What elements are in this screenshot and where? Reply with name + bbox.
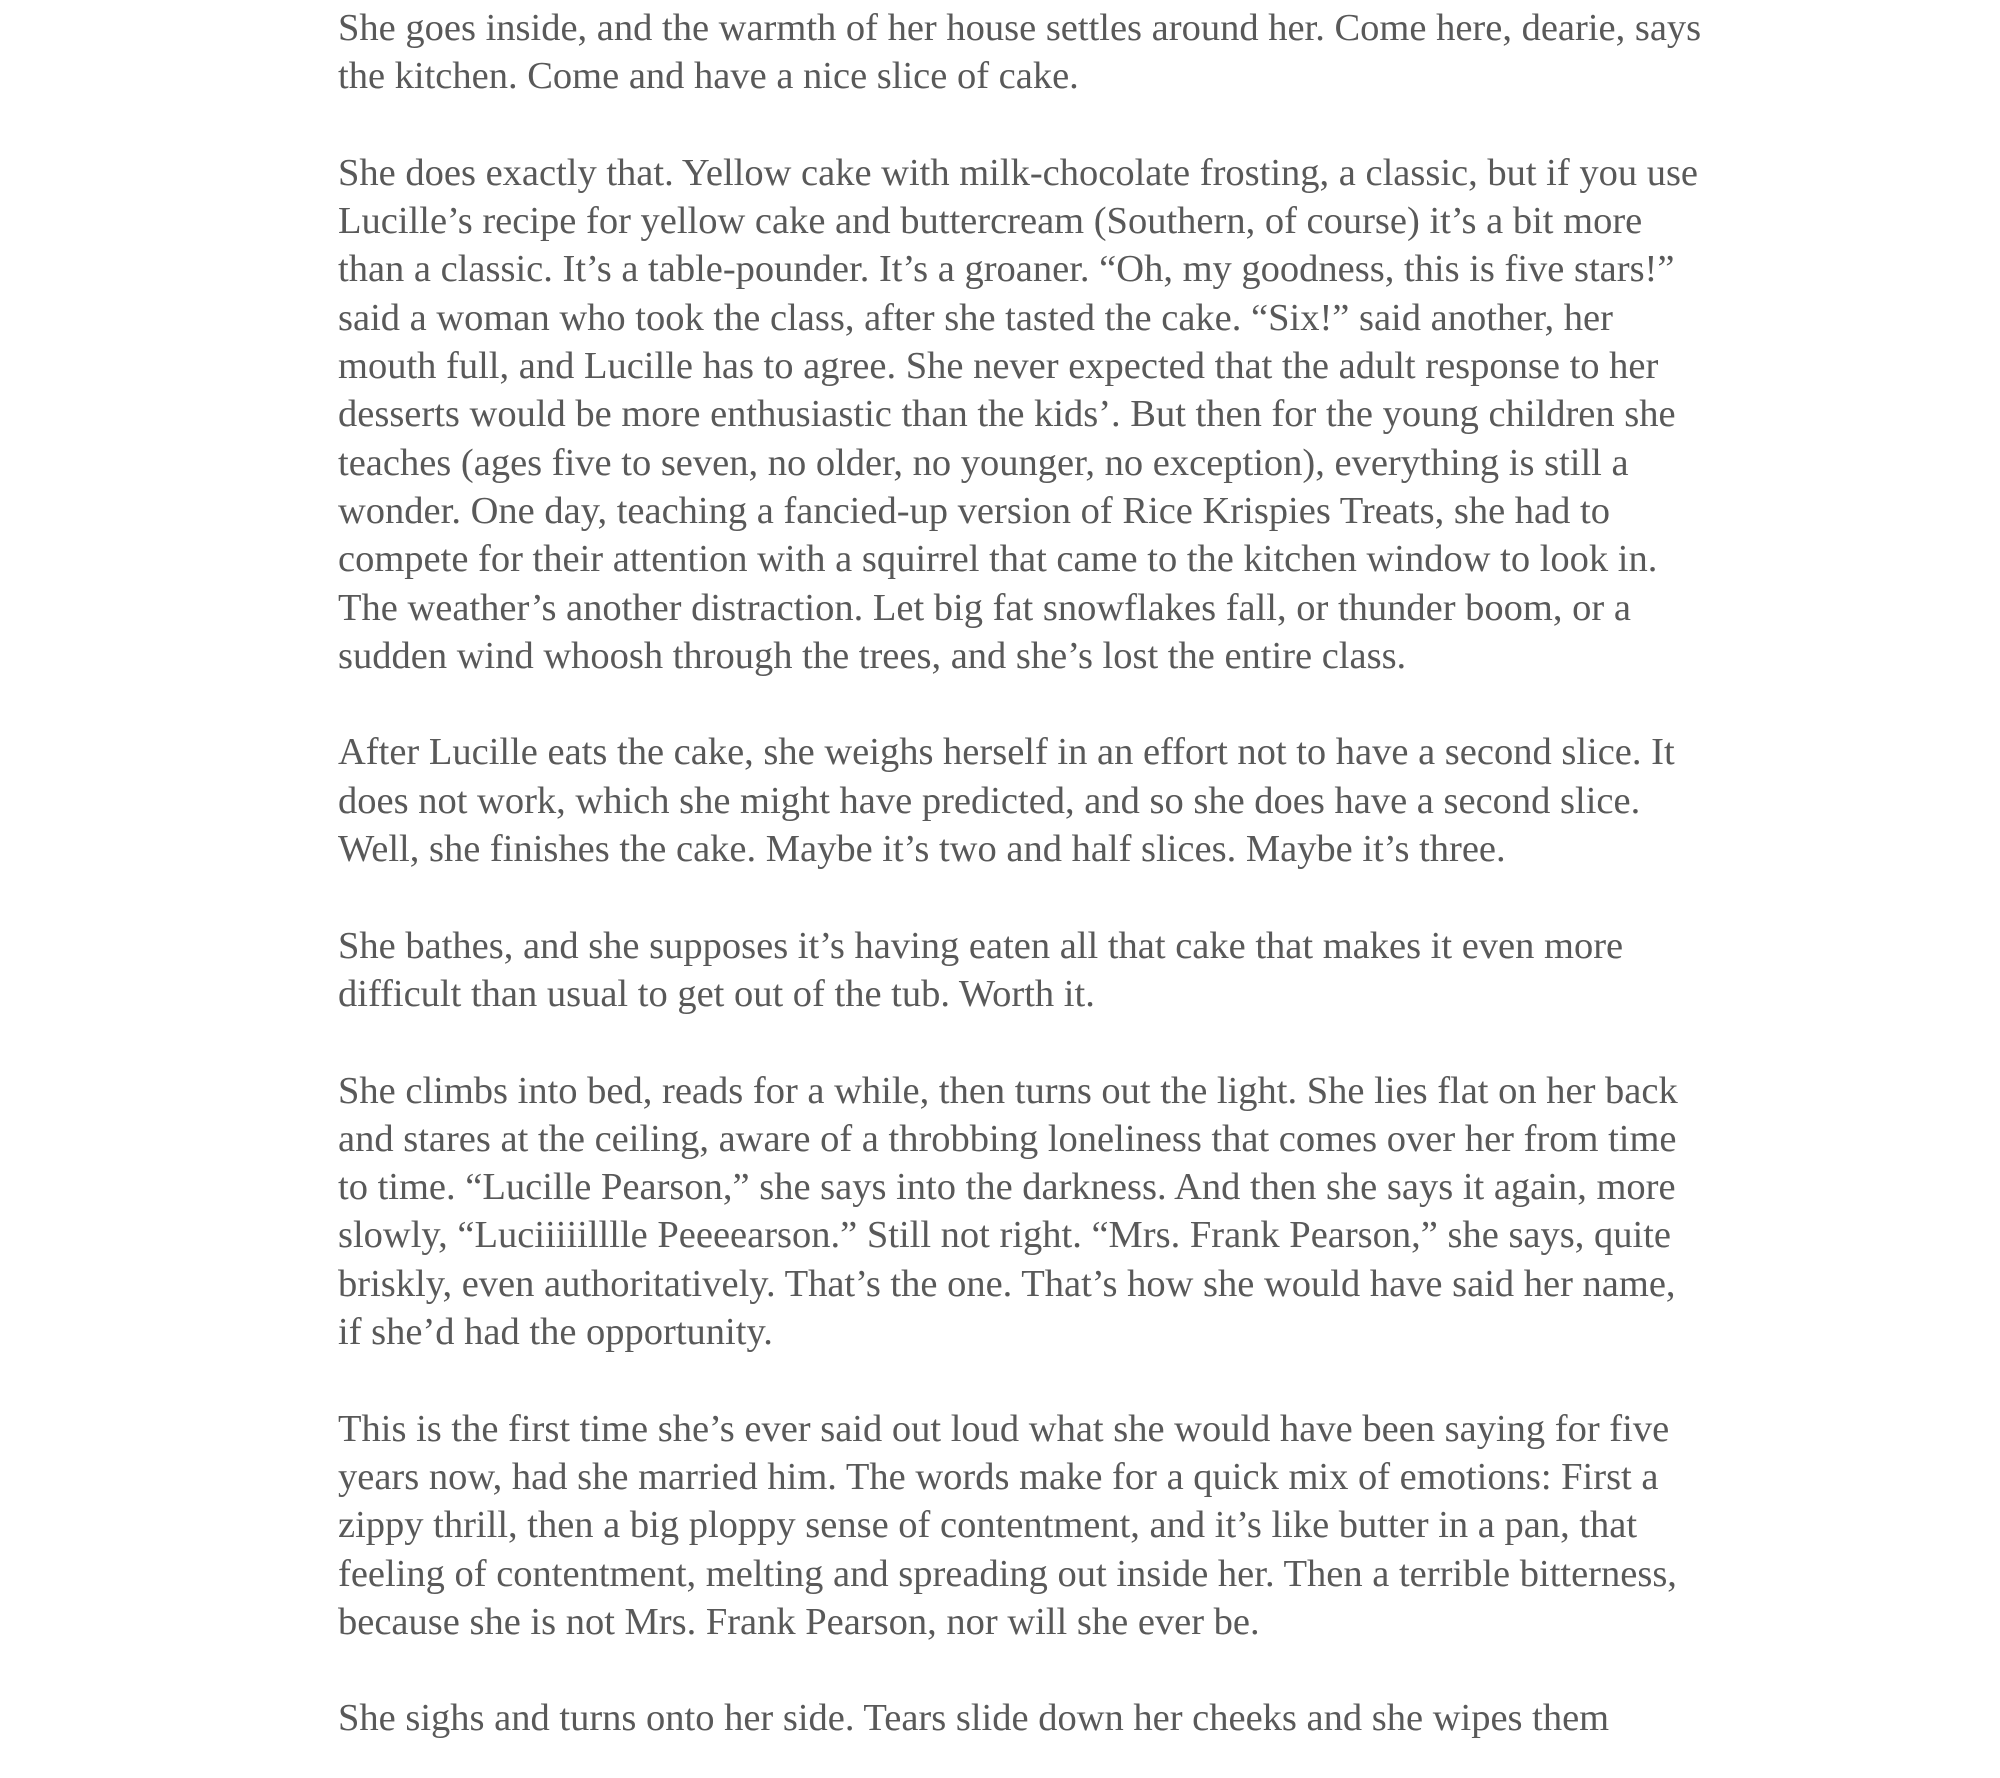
document-page [338, 0, 1708, 1778]
paragraph-7: She sighs and turns onto her side. Tears slide down her cheeks and she wipes them [338, 1697, 1610, 1740]
paragraph-1: She goes inside, and the warmth of her house settles around her. Come here, dearie, says the kitchen. Come and have a nice slice of cake. [338, 7, 1702, 98]
paragraph-5: She climbs into bed, reads for a while, then turns out the light. She lies flat on her back and stares at the ceiling, aware of a throbbing loneliness that comes over her from time to time. “Lucille Pearson,” she says into the darkness. And then she says it again, more slowly, “Luciiiiilllle Peeeearson.” Still not right. “Mrs. Frank Pearson,” she says, quite briskly, even authoritatively. That’s the one. That’s how she would have said her name, if she’d had the opportunity. [338, 1069, 1678, 1354]
paragraph-2: She does exactly that. Yellow cake with milk-chocolate frosting, a classic, but if you use Lucille’s recipe for yellow cake and buttercream (Southern, of course) it’s a bit more than a classic. It’s a table-pounder. It’s a groaner. “Oh, my goodness, this is five stars!” said a woman who took the class, after she tasted the cake. “Six!” said another, her mouth full, and Lucille has to agree. She never expected that the adult response to her desserts would be more enthusiastic than the kids’. But then for the young children she teaches (ages five to seven, no older, no younger, no exception), everything is still a wonder. One day, teaching a fancied-up version of Rice Krispies Treats, she had to compete for their attention with a squirrel that came to the kitchen window to look in. The weather’s another distraction. Let big fat snowflakes fall, or thunder boom, or a sudden wind whoosh through the trees, and she’s lost the entire class. [338, 151, 1699, 677]
paragraph-3: After Lucille eats the cake, she weighs herself in an effort not to have a second slice. It does not work, which she might have predicted, and so she does have a second slice. Well, she finishes the cake. Maybe it’s two and half slices. Maybe it’s three. [338, 731, 1675, 871]
paragraph-4: She bathes, and she supposes it’s having eaten all that cake that makes it even more difficult than usual to get out of the tub. Worth it. [338, 924, 1624, 1015]
paragraph-6: This is the first time she’s ever said out loud what she would have been saying for five years now, had she married him. The words make for a quick mix of emotions: First a zippy thrill, then a big ploppy sense of contentment, and it’s like butter in a pan, that feeling of contentment, melting and spreading out inside her. Then a terrible bitterness, because she is not Mrs. Frank Pearson, nor will she ever be. [338, 1407, 1677, 1643]
